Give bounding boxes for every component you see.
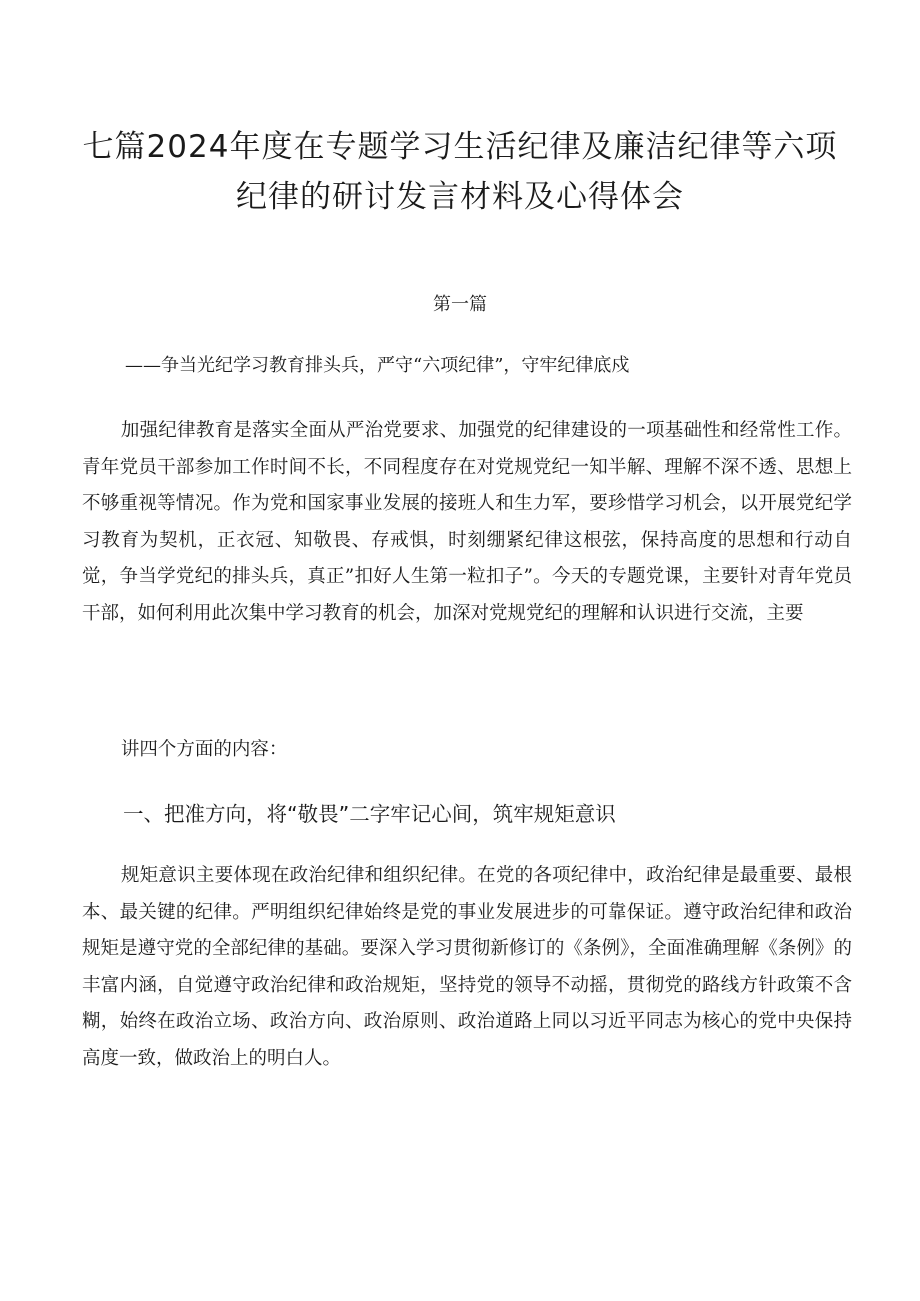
body-paragraph-3: 规矩意识主要体现在政治纪律和组织纪律。在党的各项纪律中，政治纪律是最重要、最根本、最关键的纪律。严明组织纪律始终是党的事业发展进步的可靠保证。遵守政治纪律和政治规矩是遵守党的全部纪律的基础。要深入学习贯彻新修订的《条例》，全面准确理解《条例》的丰富内涵，自觉遵守政治纪律和政治规矩，坚持党的领导不动摇，贯彻党的路线方针政策不含糊，始终在政治立场、政治方向、政治原则、政治道路上同以习近平同志为核心的党中央保持高度一致，做政治上的明白人。 <box>82 865 852 1069</box>
body-paragraph-1: 加强纪律教育是落实全面从严治党要求、加强党的纪律建设的一项基础性和经常性工作。青年党员干部参加工作时间不长，不同程度存在对党规党纪一知半解、理解不深不透、思想上不够重视等情况。作为党和国家事业发展的接班人和生力军，要珍惜学习机会，以开展党纪学习教育为契机，正衣冠、知敬畏、存戒惧，时刻绷紧纪律这根弦，保持高度的思想和行动自觉，争当学党纪的排头兵，真正”扣好人生第一粒扣子”。今天的专题党课，主要针对青年党员干部，如何利用此次集中学习教育的机会，加深对党规党纪的理解和认识进行交流，主要 <box>82 420 852 624</box>
section-heading-1: 一、把准方向，将“敬畏”二字牢记心间，筑牢规矩意识 <box>123 802 616 826</box>
document-subtitle: ——争当光纪学习教育排头兵，严守“六项纪律”，守牢纪律底戍 <box>125 355 630 376</box>
document-title: 七篇2024年度在专题学习生活纪律及廉洁纪律等六项纪律的研讨发言材料及心得体会 <box>82 129 838 215</box>
body-paragraph-2: 讲四个方面的内容： <box>120 739 288 760</box>
section-label: 第一篇 <box>433 294 487 315</box>
